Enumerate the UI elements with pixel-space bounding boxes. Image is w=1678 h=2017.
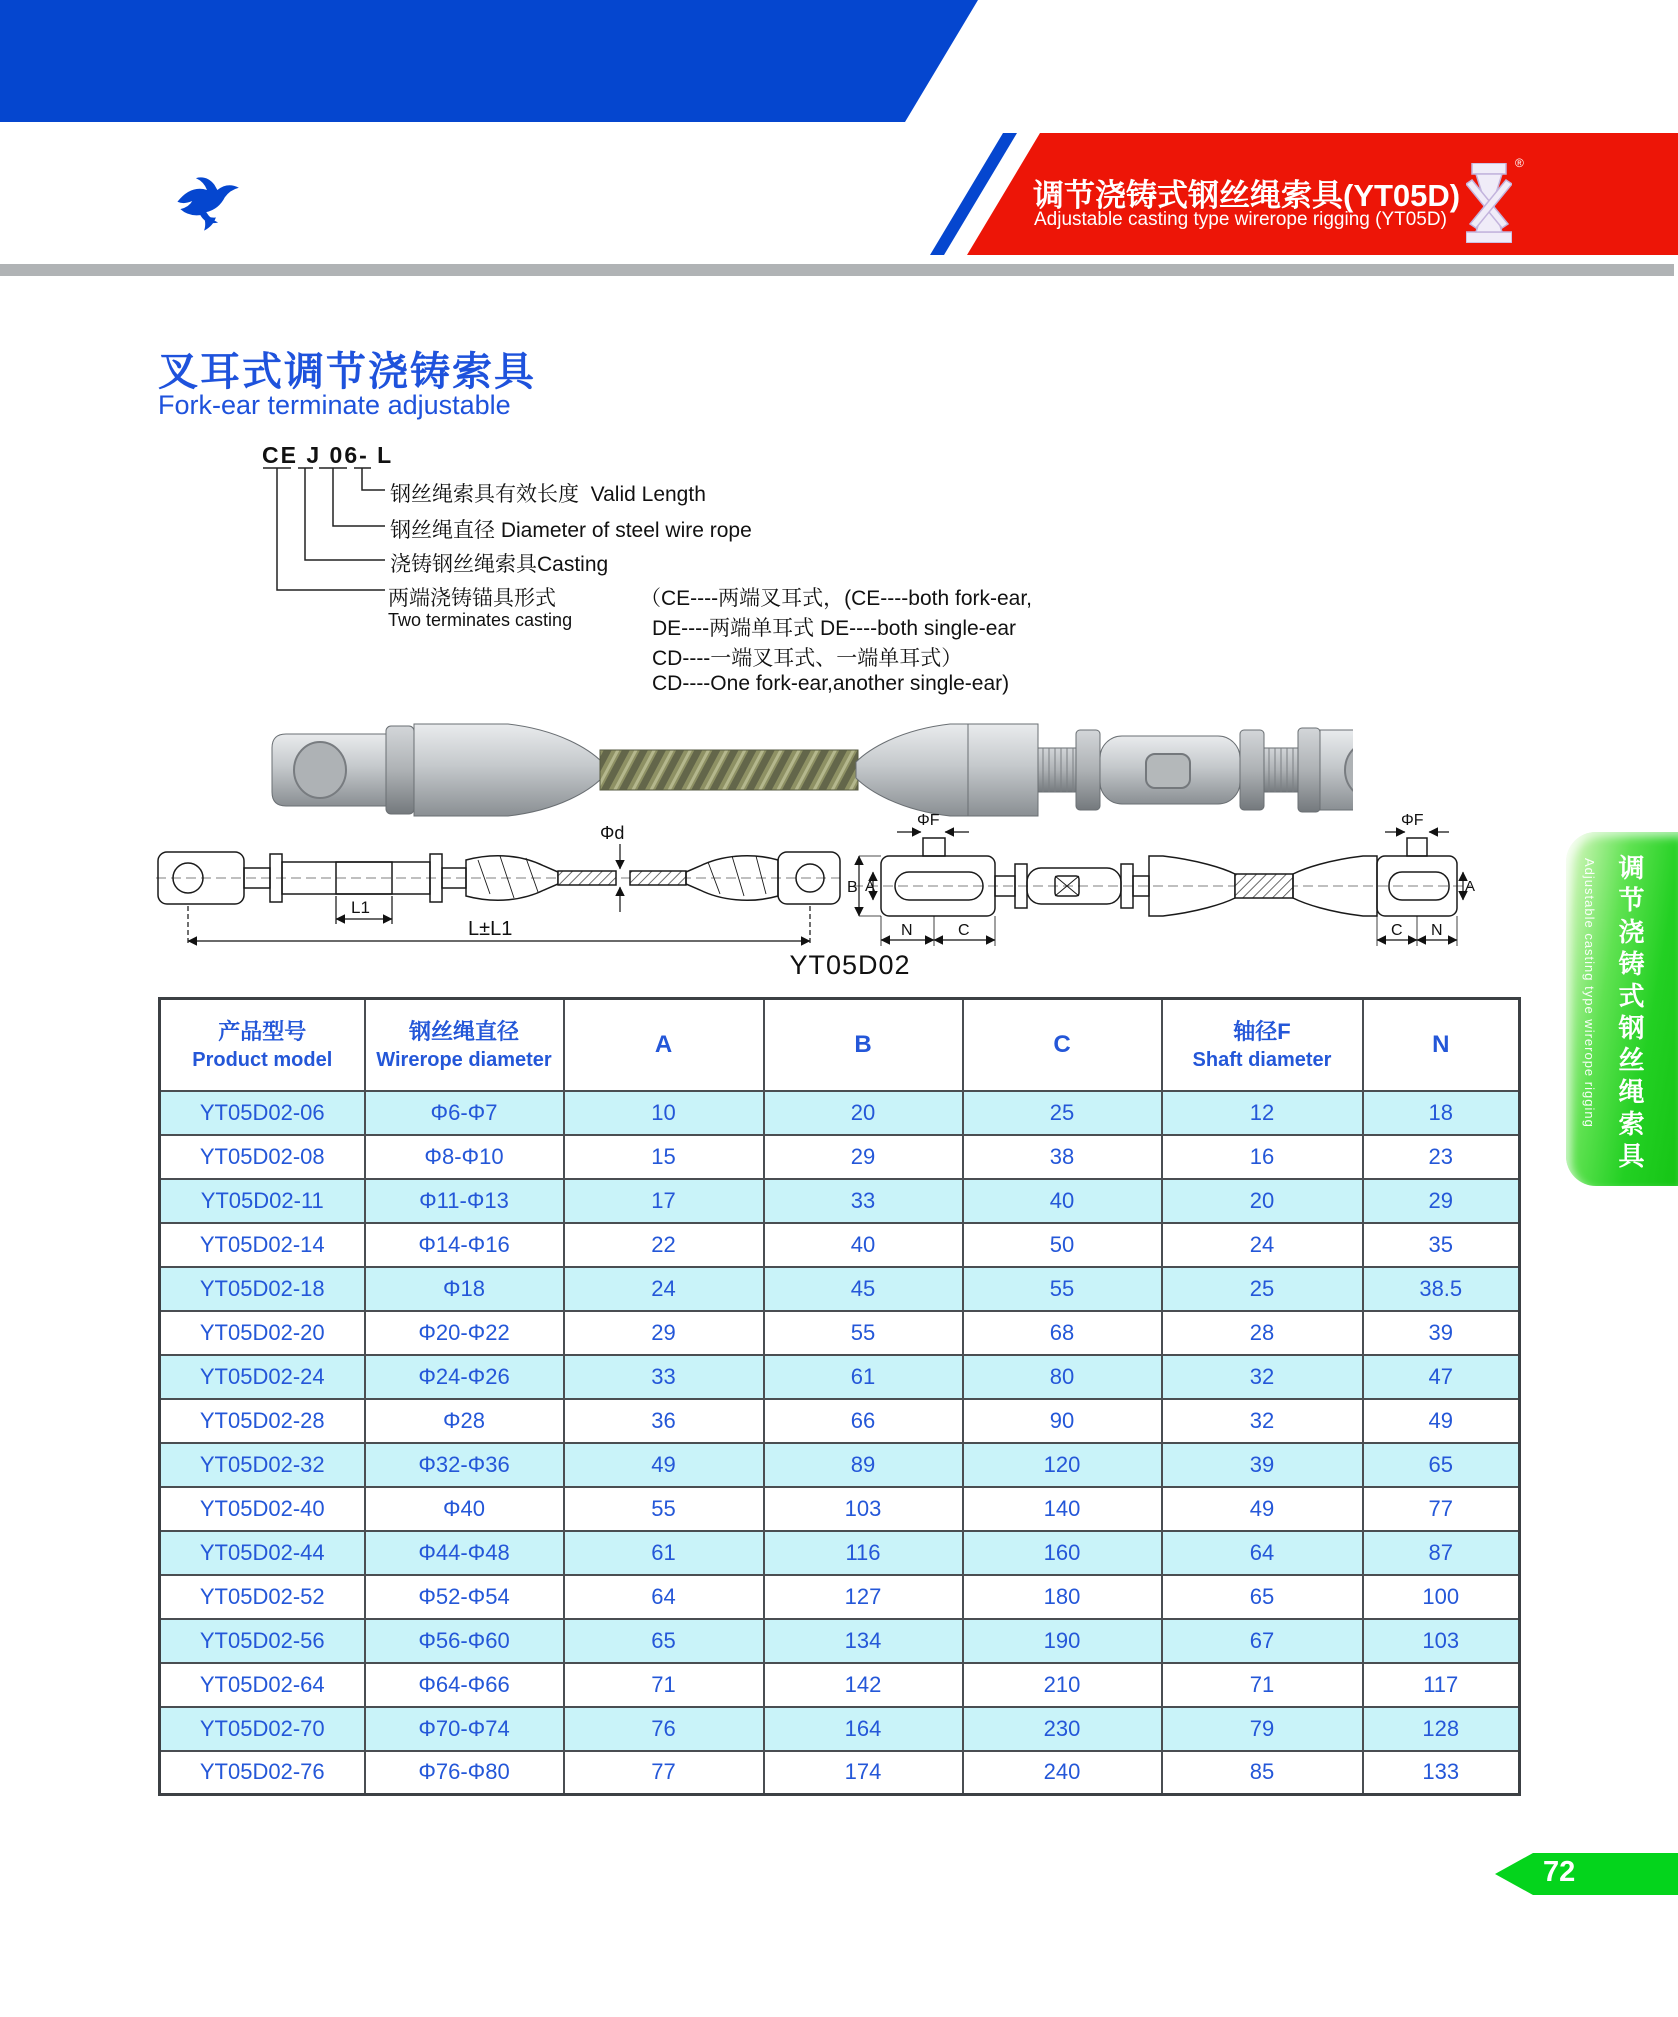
code-legend-casting: 浇铸钢丝绳索具Casting	[390, 553, 609, 576]
cell-n: 100	[1363, 1575, 1520, 1619]
series-title-en: Cable wire & rope coupling rigging series (YT05)	[295, 209, 790, 235]
dim-label-c: C	[958, 922, 970, 939]
spec-table-header-row	[160, 999, 1520, 1091]
dim-label-b: B	[847, 879, 858, 896]
cell-wirerope-diameter: Φ32-Φ36	[365, 1443, 564, 1487]
cell-b: 164	[764, 1707, 963, 1751]
cell-wirerope-diameter: Φ24-Φ26	[365, 1355, 564, 1399]
cell-product-model: YT05D02-40	[160, 1487, 365, 1531]
cell-shaft-diameter: 39	[1162, 1443, 1363, 1487]
cell-a: 65	[564, 1619, 764, 1663]
cell-shaft-diameter: 20	[1162, 1179, 1363, 1223]
cell-shaft-diameter: 32	[1162, 1355, 1363, 1399]
cell-wirerope-diameter: Φ28	[365, 1399, 564, 1443]
page-number: 72	[1543, 1856, 1576, 1888]
cell-shaft-diameter: 12	[1162, 1091, 1363, 1135]
cell-product-model: YT05D02-11	[160, 1179, 365, 1223]
cell-product-model: YT05D02-28	[160, 1399, 365, 1443]
product-group-title-en: Adjustable casting type wirerope rigging (YT05D)	[1034, 209, 1447, 230]
side-tab-title-zh: 调节浇铸式钢丝绳索具	[1615, 854, 1645, 1174]
cell-wirerope-diameter: Φ70-Φ74	[365, 1707, 564, 1751]
col-header-n: N	[1363, 999, 1520, 1091]
cell-n: 47	[1363, 1355, 1520, 1399]
cell-n: 38.5	[1363, 1267, 1520, 1311]
cell-a: 22	[564, 1223, 764, 1267]
cell-shaft-diameter: 24	[1162, 1223, 1363, 1267]
secondary-registered-mark: ®	[1515, 156, 1524, 170]
side-tab-title-en: Adjustable casting type wirerope rigging	[1582, 858, 1597, 1128]
cell-a: 49	[564, 1443, 764, 1487]
header-blue-band	[0, 0, 1000, 122]
cell-a: 36	[564, 1399, 764, 1443]
cell-wirerope-diameter: Φ56-Φ60	[365, 1619, 564, 1663]
cell-b: 66	[764, 1399, 963, 1443]
code-legend-terminates-zh: 两端浇铸锚具形式	[388, 587, 556, 610]
cell-n: 128	[1363, 1707, 1520, 1751]
spec-table-row	[160, 1751, 1520, 1795]
dim-label-n: N	[901, 922, 913, 939]
cell-c: 140	[963, 1487, 1162, 1531]
cell-a: 77	[564, 1751, 764, 1795]
cell-b: 45	[764, 1267, 963, 1311]
cell-c: 90	[963, 1399, 1162, 1443]
cell-c: 190	[963, 1619, 1162, 1663]
spec-table-row	[160, 1399, 1520, 1443]
cell-c: 80	[963, 1355, 1162, 1399]
dim-label-a: A	[1465, 878, 1475, 895]
cell-a: 10	[564, 1091, 764, 1135]
code-legend-terminates-en: Two terminates casting	[388, 610, 573, 630]
cell-b: 55	[764, 1311, 963, 1355]
col-header-a: A	[564, 999, 764, 1091]
cell-n: 133	[1363, 1751, 1520, 1795]
dim-label-a: A	[865, 878, 876, 895]
brand-logo	[170, 167, 244, 241]
cell-b: 142	[764, 1663, 963, 1707]
cell-c: 50	[963, 1223, 1162, 1267]
spec-table-row	[160, 1135, 1520, 1179]
cell-shaft-diameter: 49	[1162, 1487, 1363, 1531]
cell-c: 120	[963, 1443, 1162, 1487]
spec-table-row	[160, 1619, 1520, 1663]
cell-wirerope-diameter: Φ44-Φ48	[365, 1531, 564, 1575]
cell-n: 18	[1363, 1091, 1520, 1135]
spec-table-row	[160, 1267, 1520, 1311]
product-group-title-zh: 调节浇铸式钢丝绳索具(YT05D)	[1033, 178, 1461, 213]
bird-logo-icon	[170, 167, 244, 241]
cell-shaft-diameter: 25	[1162, 1267, 1363, 1311]
code-detail-line: DE----两端单耳式 DE----both single-ear	[652, 617, 1017, 640]
header-divider-bar	[0, 264, 1674, 276]
spec-table-row	[160, 1223, 1520, 1267]
cell-product-model: YT05D02-44	[160, 1531, 365, 1575]
cell-product-model: YT05D02-24	[160, 1355, 365, 1399]
cell-wirerope-diameter: Φ14-Φ16	[365, 1223, 564, 1267]
cell-shaft-diameter: 71	[1162, 1663, 1363, 1707]
section-title-zh: 叉耳式调节浇铸索具	[158, 350, 536, 394]
cell-wirerope-diameter: Φ52-Φ54	[365, 1575, 564, 1619]
cell-b: 116	[764, 1531, 963, 1575]
cell-n: 87	[1363, 1531, 1520, 1575]
cell-n: 77	[1363, 1487, 1520, 1531]
cell-b: 127	[764, 1575, 963, 1619]
cell-a: 33	[564, 1355, 764, 1399]
cell-c: 230	[963, 1707, 1162, 1751]
cell-product-model: YT05D02-18	[160, 1267, 365, 1311]
cell-c: 40	[963, 1179, 1162, 1223]
cell-shaft-diameter: 16	[1162, 1135, 1363, 1179]
col-header-product-model: 产品型号 Product model	[160, 999, 365, 1091]
col-header-wirerope-diameter: 钢丝绳直径 Wirerope diameter	[365, 999, 564, 1091]
dim-label-phi-d: Φd	[600, 823, 625, 843]
cell-a: 76	[564, 1707, 764, 1751]
cell-a: 24	[564, 1267, 764, 1311]
cell-n: 103	[1363, 1619, 1520, 1663]
cell-product-model: YT05D02-56	[160, 1619, 365, 1663]
cell-b: 33	[764, 1179, 963, 1223]
spec-table-row	[160, 1487, 1520, 1531]
cell-wirerope-diameter: Φ6-Φ7	[365, 1091, 564, 1135]
series-title-zh: 钢索、索节索具系列（YT05）	[294, 169, 848, 211]
cell-b: 61	[764, 1355, 963, 1399]
dim-label-c: C	[1391, 922, 1403, 939]
cell-n: 39	[1363, 1311, 1520, 1355]
cell-n: 23	[1363, 1135, 1520, 1179]
dim-label-phi-f: ΦF	[917, 812, 940, 829]
brand-registered-mark: ®	[243, 155, 254, 171]
spec-table-row	[160, 1091, 1520, 1135]
cell-wirerope-diameter: Φ8-Φ10	[365, 1135, 564, 1179]
code-detail-line: （CE----两端叉耳式，(CE----both fork-ear,	[640, 587, 1033, 610]
dim-label-l-total: L±L1	[468, 918, 513, 940]
cell-b: 174	[764, 1751, 963, 1795]
spec-table-row	[160, 1179, 1520, 1223]
col-header-shaft-diameter: 轴径F Shaft diameter	[1162, 999, 1363, 1091]
cell-shaft-diameter: 85	[1162, 1751, 1363, 1795]
cell-n: 65	[1363, 1443, 1520, 1487]
cell-a: 64	[564, 1575, 764, 1619]
spec-table-row	[160, 1707, 1520, 1751]
code-legend-valid-length: 钢丝绳索具有效长度 Valid Length	[390, 483, 706, 506]
code-detail-line: CD----一端叉耳式、一端单耳式）	[652, 647, 963, 670]
cell-product-model: YT05D02-70	[160, 1707, 365, 1751]
spec-table-container	[158, 997, 1518, 1796]
cell-wirerope-diameter: Φ18	[365, 1267, 564, 1311]
cell-a: 29	[564, 1311, 764, 1355]
spec-table-body	[160, 1091, 1520, 1795]
cell-product-model: YT05D02-20	[160, 1311, 365, 1355]
code-detail-line: CD----One fork-ear,another single-ear)	[652, 672, 1010, 695]
cell-c: 38	[963, 1135, 1162, 1179]
spec-table-row	[160, 1311, 1520, 1355]
cell-product-model: YT05D02-64	[160, 1663, 365, 1707]
dim-label-phi-f: ΦF	[1401, 812, 1424, 829]
cell-b: 20	[764, 1091, 963, 1135]
col-header-b: B	[764, 999, 963, 1091]
secondary-brand-icon	[1466, 163, 1512, 248]
cell-c: 25	[963, 1091, 1162, 1135]
page-number-arrow	[1495, 1853, 1678, 1895]
dim-label-n: N	[1431, 922, 1443, 939]
cell-shaft-diameter: 65	[1162, 1575, 1363, 1619]
spec-table-row	[160, 1355, 1520, 1399]
cell-b: 40	[764, 1223, 963, 1267]
cell-wirerope-diameter: Φ11-Φ13	[365, 1179, 564, 1223]
cell-product-model: YT05D02-06	[160, 1091, 365, 1135]
drawing-fork-ear	[845, 810, 1475, 955]
cell-wirerope-diameter: Φ64-Φ66	[365, 1663, 564, 1707]
cell-shaft-diameter: 32	[1162, 1399, 1363, 1443]
cell-b: 134	[764, 1619, 963, 1663]
cell-a: 71	[564, 1663, 764, 1707]
cell-a: 61	[564, 1531, 764, 1575]
spec-table-row	[160, 1531, 1520, 1575]
cell-n: 29	[1363, 1179, 1520, 1223]
cell-b: 29	[764, 1135, 963, 1179]
spec-table-row	[160, 1663, 1520, 1707]
cell-n: 35	[1363, 1223, 1520, 1267]
dim-label-l1: L1	[351, 898, 370, 917]
cell-a: 17	[564, 1179, 764, 1223]
cell-a: 55	[564, 1487, 764, 1531]
cell-a: 15	[564, 1135, 764, 1179]
cell-shaft-diameter: 28	[1162, 1311, 1363, 1355]
spec-table-row	[160, 1443, 1520, 1487]
cell-c: 180	[963, 1575, 1162, 1619]
drawing-single-ear	[148, 820, 848, 955]
cell-n: 117	[1363, 1663, 1520, 1707]
cell-shaft-diameter: 79	[1162, 1707, 1363, 1751]
cell-product-model: YT05D02-76	[160, 1751, 365, 1795]
cell-b: 89	[764, 1443, 963, 1487]
cell-c: 240	[963, 1751, 1162, 1795]
code-legend-diameter: 钢丝绳直径 Diameter of steel wire rope	[390, 519, 752, 542]
cell-n: 49	[1363, 1399, 1520, 1443]
cell-product-model: YT05D02-08	[160, 1135, 365, 1179]
cell-wirerope-diameter: Φ20-Φ22	[365, 1311, 564, 1355]
cell-wirerope-diameter: Φ40	[365, 1487, 564, 1531]
cell-shaft-diameter: 64	[1162, 1531, 1363, 1575]
cell-wirerope-diameter: Φ76-Φ80	[365, 1751, 564, 1795]
cell-product-model: YT05D02-52	[160, 1575, 365, 1619]
cell-c: 160	[963, 1531, 1162, 1575]
col-header-c: C	[963, 999, 1162, 1091]
cell-product-model: YT05D02-14	[160, 1223, 365, 1267]
diagram-caption: YT05D02	[789, 950, 911, 980]
cell-shaft-diameter: 67	[1162, 1619, 1363, 1663]
cell-b: 103	[764, 1487, 963, 1531]
spec-table-row	[160, 1575, 1520, 1619]
cell-c: 210	[963, 1663, 1162, 1707]
spec-table	[158, 997, 1521, 1796]
model-code: CE J 06- L	[262, 442, 394, 468]
cell-product-model: YT05D02-32	[160, 1443, 365, 1487]
section-title-en: Fork-ear terminate adjustable	[158, 390, 511, 420]
cell-c: 68	[963, 1311, 1162, 1355]
cell-c: 55	[963, 1267, 1162, 1311]
